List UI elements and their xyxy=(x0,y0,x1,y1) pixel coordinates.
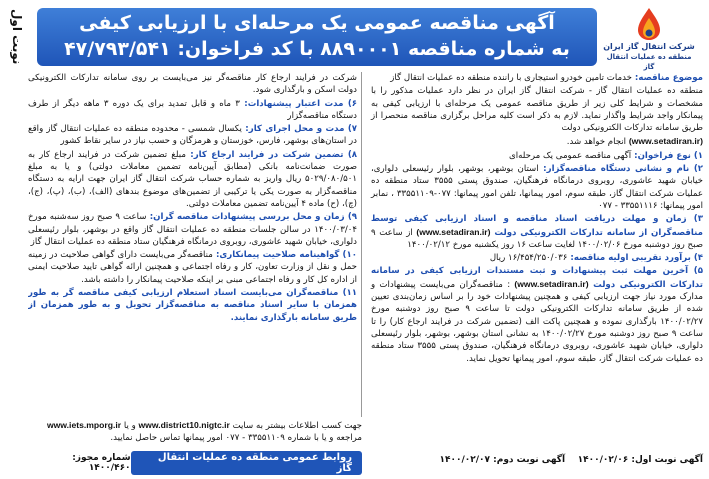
paragraph-text: منطقه ده عملیات انتقال گاز - شرکت انتقال گاز ایران در نظر دارد عملیات مذکور را با مشخصات و شرایط کلی زیر از طریق مناقصه عمومی یک مرحله‌ای با ارزیابی کیفی به پیمانکار واجد شرایط واگذار نماید. لازم به ذکر است کلیه مراحل برگزاری مناقصه منحصرا از طریق سامانه تدارکات الکترونیکی دولت xyxy=(371,86,703,134)
paragraph-text: یکسال شمسی - محدوده منطقه ده عملیات انتقال گاز واقع در استان‌های بوشهر، فارس، خوزستان و هرمزگان و حسب نیاز در سایر نقاط کشور xyxy=(28,124,357,147)
first-notice-label: آگهی نوبت اول: xyxy=(631,455,703,465)
paragraph-label: ۴) برآورد تقریبی اولیه مناقصه: xyxy=(567,253,703,264)
left-col-paragraph xyxy=(28,123,357,148)
title-line-1: آگهی مناقصه عمومی یک مرحله‌ای با ارزیابی کیفی xyxy=(79,12,555,34)
paragraph-text: ۳ ماه و قابل تمدید برای یک دوره ۳ ماهه دیگر از طرف دستگاه مناقصه‌گزار xyxy=(28,98,357,121)
body-columns xyxy=(28,72,703,417)
paragraph-label: ۳) زمان و مهلت دریافت اسناد مناقصه و اسناد ارزیابی کیفی توسط مناقصه‌گران از سامانه تدارکات الکترونیکی دولت xyxy=(371,214,703,238)
public-relations-title: روابط عمومی منطقه ده عملیات انتقال گاز xyxy=(131,451,362,475)
left-column xyxy=(28,72,362,417)
paragraph-label: ۶) مدت اعتبار پیشنهادات: xyxy=(239,98,358,109)
footer xyxy=(28,419,703,474)
paragraph-label: ۲) نام و نشانی دستگاه مناقصه‌گزار: xyxy=(538,164,703,175)
paragraph-label: ۷) مدت و محل اجرای کار: xyxy=(241,124,357,135)
right-col-paragraph xyxy=(371,135,703,148)
title-banner xyxy=(37,8,597,66)
paragraph-label: ۱۱) مناقصه‌گران می‌بایست اسناد استعلام ارزیابی کیفی مناقصه گر به طور همزمان با سایر اسناد مناقصه به مناقصه‌گزار تحویل و به طور همزمان از طریق سامانه بارگذاری نمایند. xyxy=(28,288,357,323)
setadiran-link[interactable]: (www.setadiran.ir) xyxy=(416,226,491,237)
logo-company-name: شرکت انتقال گاز ایران xyxy=(603,42,695,51)
paragraph-text: خدمات تامین خودرو استیجاری با راننده منطقه ده عملیات انتقال گاز xyxy=(390,73,632,83)
flame-logo-icon xyxy=(632,6,666,42)
first-notice-date: ۱۴۰۰/۰۲/۰۶ xyxy=(577,455,629,465)
right-col-paragraph xyxy=(371,72,703,84)
paragraph-label: ۱۰) گواهینامه صلاحیت پیمانکاری: xyxy=(212,250,357,261)
left-col-paragraph xyxy=(28,72,357,97)
right-col-paragraph xyxy=(371,85,703,134)
contact-line-1: جهت کسب اطلاعات بیشتر به سایت xyxy=(232,421,362,431)
paragraph-text: از ساعت ۹ صبح روز دوشنبه مورخ ۱۴۰۰/۰۲/۰۶ لغایت ساعت ۱۶ روز یکشنبه مورخ ۱۴۰۰/۰۲/۱۲ xyxy=(371,227,703,250)
right-col-paragraph xyxy=(371,150,703,162)
permit-number: شماره مجوز: ۱۴۰۰/۴۶۰ xyxy=(72,453,131,473)
paragraph-text: شرکت در فرایند ارجاع کار مناقصه‌گر نیز می‌بایست بر روی سامانه تدارکات الکترونیکی دولت اسکن و بارگذاری شود. xyxy=(28,73,357,96)
contact-line-2: و یا xyxy=(123,421,136,431)
paragraph-label: ۵) آخرین مهلت ثبت پیشنهادات و ثبت مستندات ارزیابی کیفی در سامانه تدارکات الکترونیکی دولت xyxy=(371,266,703,290)
title-line-2: به شماره مناقصه ۸۸۹۰۰۰۱ با کد فراخوان: ۴۷/۷۹۳/۵۴۱ xyxy=(64,38,570,60)
setadiran-link[interactable]: (www.setadiran.ir) xyxy=(628,136,703,147)
paragraph-text: مناقصه‌گر می‌بایست دارای گواهی صلاحیت در زمینه حمل و نقل از وزارت تعاون، کار و رفاه اجتماعی و همچنین ارائه گواهی تایید صلاحیت ایمنی از اداره کل کار و رفاه اجتماعی مبنی بر اینکه صلاحیت پیمانکار را داشته باشد. xyxy=(28,250,357,285)
left-col-paragraph xyxy=(28,249,357,286)
paragraph-text: : مناقصه‌گران می‌بایست پیشنهادات و مدارک مورد نیاز جهت ارزیابی کیفی و همچنین پیشنهادات خود را بر اساس زمان‌بندی تعیین شده از طریق سامانه تدارکات الکترونیکی دولت تا ساعت ۹ صبح روز دوشنبه مورخ ۱۴۰۰/۰۲/۲۷ بارگذاری نموده و همچنین پاکت الف (تضمین شرکت در فرایند ارجاع کار) را تا ساعت ۹ صبح روز دوشنبه مورخ ۱۴۰۰/۰۲/۲۷ به نشانی استان بوشهر، بوشهر، بلوار رئیسعلی دلواری، خیابان شهید عاشوری، روبروی درمانگاه فرهنگیان، صندوق پستی ۳۵۵۵ ستاد منطقه ده عملیات شرکت انتقال گاز، طبقه سوم، امور پیمانها تحویل نماید. xyxy=(371,279,703,364)
right-col-paragraph xyxy=(371,252,703,264)
left-col-paragraph xyxy=(28,149,357,210)
right-column xyxy=(367,72,703,417)
left-col-paragraph xyxy=(28,211,357,248)
logo-district-name: منطقه ده عملیات انتقال گاز xyxy=(606,53,692,71)
paragraph-label: ۱) نوع فراخوان: xyxy=(631,150,703,161)
paragraph-label: ۹) زمان و محل بررسی پیشنهادات مناقصه گران: xyxy=(146,212,357,223)
paragraph-label: ۸) تضمین شرکت در فرایند ارجاع کار: xyxy=(185,149,357,160)
paragraph-text: ۱۶/۴۵۴/۲۵۰/۰۳۶ ریال xyxy=(489,253,568,264)
paragraph-text: استان بوشهر، بوشهر، بلوار رئیسعلی دلواری، خیابان شهید عاشوری، روبروی درمانگاه فرهنگیان، صندوق پستی ۳۵۵۵ ستاد منطقه ده عملیات شرکت انتقال گاز، طبقه سوم، امور پیمانها، تلفن امور پیمانها: ۰۷۷-۳۳۵۵۱۱۰۹ ، نمابر امور پیمانها: ۳۳۵۵۱۱۱۶ - ۰۷۷ xyxy=(371,164,703,211)
left-col-paragraph xyxy=(28,287,357,324)
paragraph-text: آگهی مناقصه عمومی یک مرحله‌ای xyxy=(509,150,632,161)
contact-line-3: مراجعه و یا با شماره ۳۳۵۵۱۱۰۹ - ۰۷۷ امور پیمانها تماس حاصل نمایید. xyxy=(110,433,362,443)
edition-label: نوبت اول xyxy=(10,9,24,65)
district-website-link[interactable]: www.district10.nigtc.ir xyxy=(138,420,230,430)
publish-dates xyxy=(367,419,703,467)
header xyxy=(6,4,703,70)
contact-info xyxy=(28,419,362,444)
second-notice-label: آگهی نوبت دوم: xyxy=(493,455,566,465)
company-logo xyxy=(603,6,695,71)
paragraph-text: مبلغ تضمین شرکت در فرایند ارجاع کار به صورت ضمانت‌نامه بانکی (مطابق آیین‌نامه تضمین معاملات دولتی) و یا به مبلغ ۵۰۲۹/۰۸۰/۵۰۱ ریال واریز به شماره حساب شرکت انتقال گاز ایران جهت ارایه به دستگاه مناقصه‌گزار به صورت یکی یا ترکیبی از تضمین‌های موضوع بندهای (الف)، (ب)، (پ)، (ج)، (چ)، (ح) ماده ۴ آیین‌نامه تضمین معاملات دولتی. xyxy=(28,149,357,209)
setadiran-link[interactable]: (www.setadiran.ir) xyxy=(514,278,589,289)
paragraph-text: ساعت ۹ صبح روز سه‌شنبه مورخ ۱۴۰۰/۰۳/۰۴ در سالن جلسات منطقه ده عملیات انتقال گاز واقع در بوشهر، بلوار رئیسعلی دلواری، خیابان شهید عاشوری، روبروی درمانگاه فرهنگیان ستاد منطقه ده عملیات انتقال گاز xyxy=(28,212,357,247)
right-col-paragraph xyxy=(371,213,703,251)
paragraph-text: انجام خواهد شد. xyxy=(566,137,627,148)
right-col-paragraph xyxy=(371,163,703,212)
right-col-paragraph xyxy=(371,265,703,364)
left-col-paragraph xyxy=(28,98,357,123)
iets-website-link[interactable]: www.iets.mporg.ir xyxy=(46,420,122,430)
second-notice-date: ۱۴۰۰/۰۲/۰۷ xyxy=(439,455,490,465)
paragraph-label: موضوع مناقصه: xyxy=(631,73,703,83)
public-relations-bar xyxy=(28,452,362,474)
